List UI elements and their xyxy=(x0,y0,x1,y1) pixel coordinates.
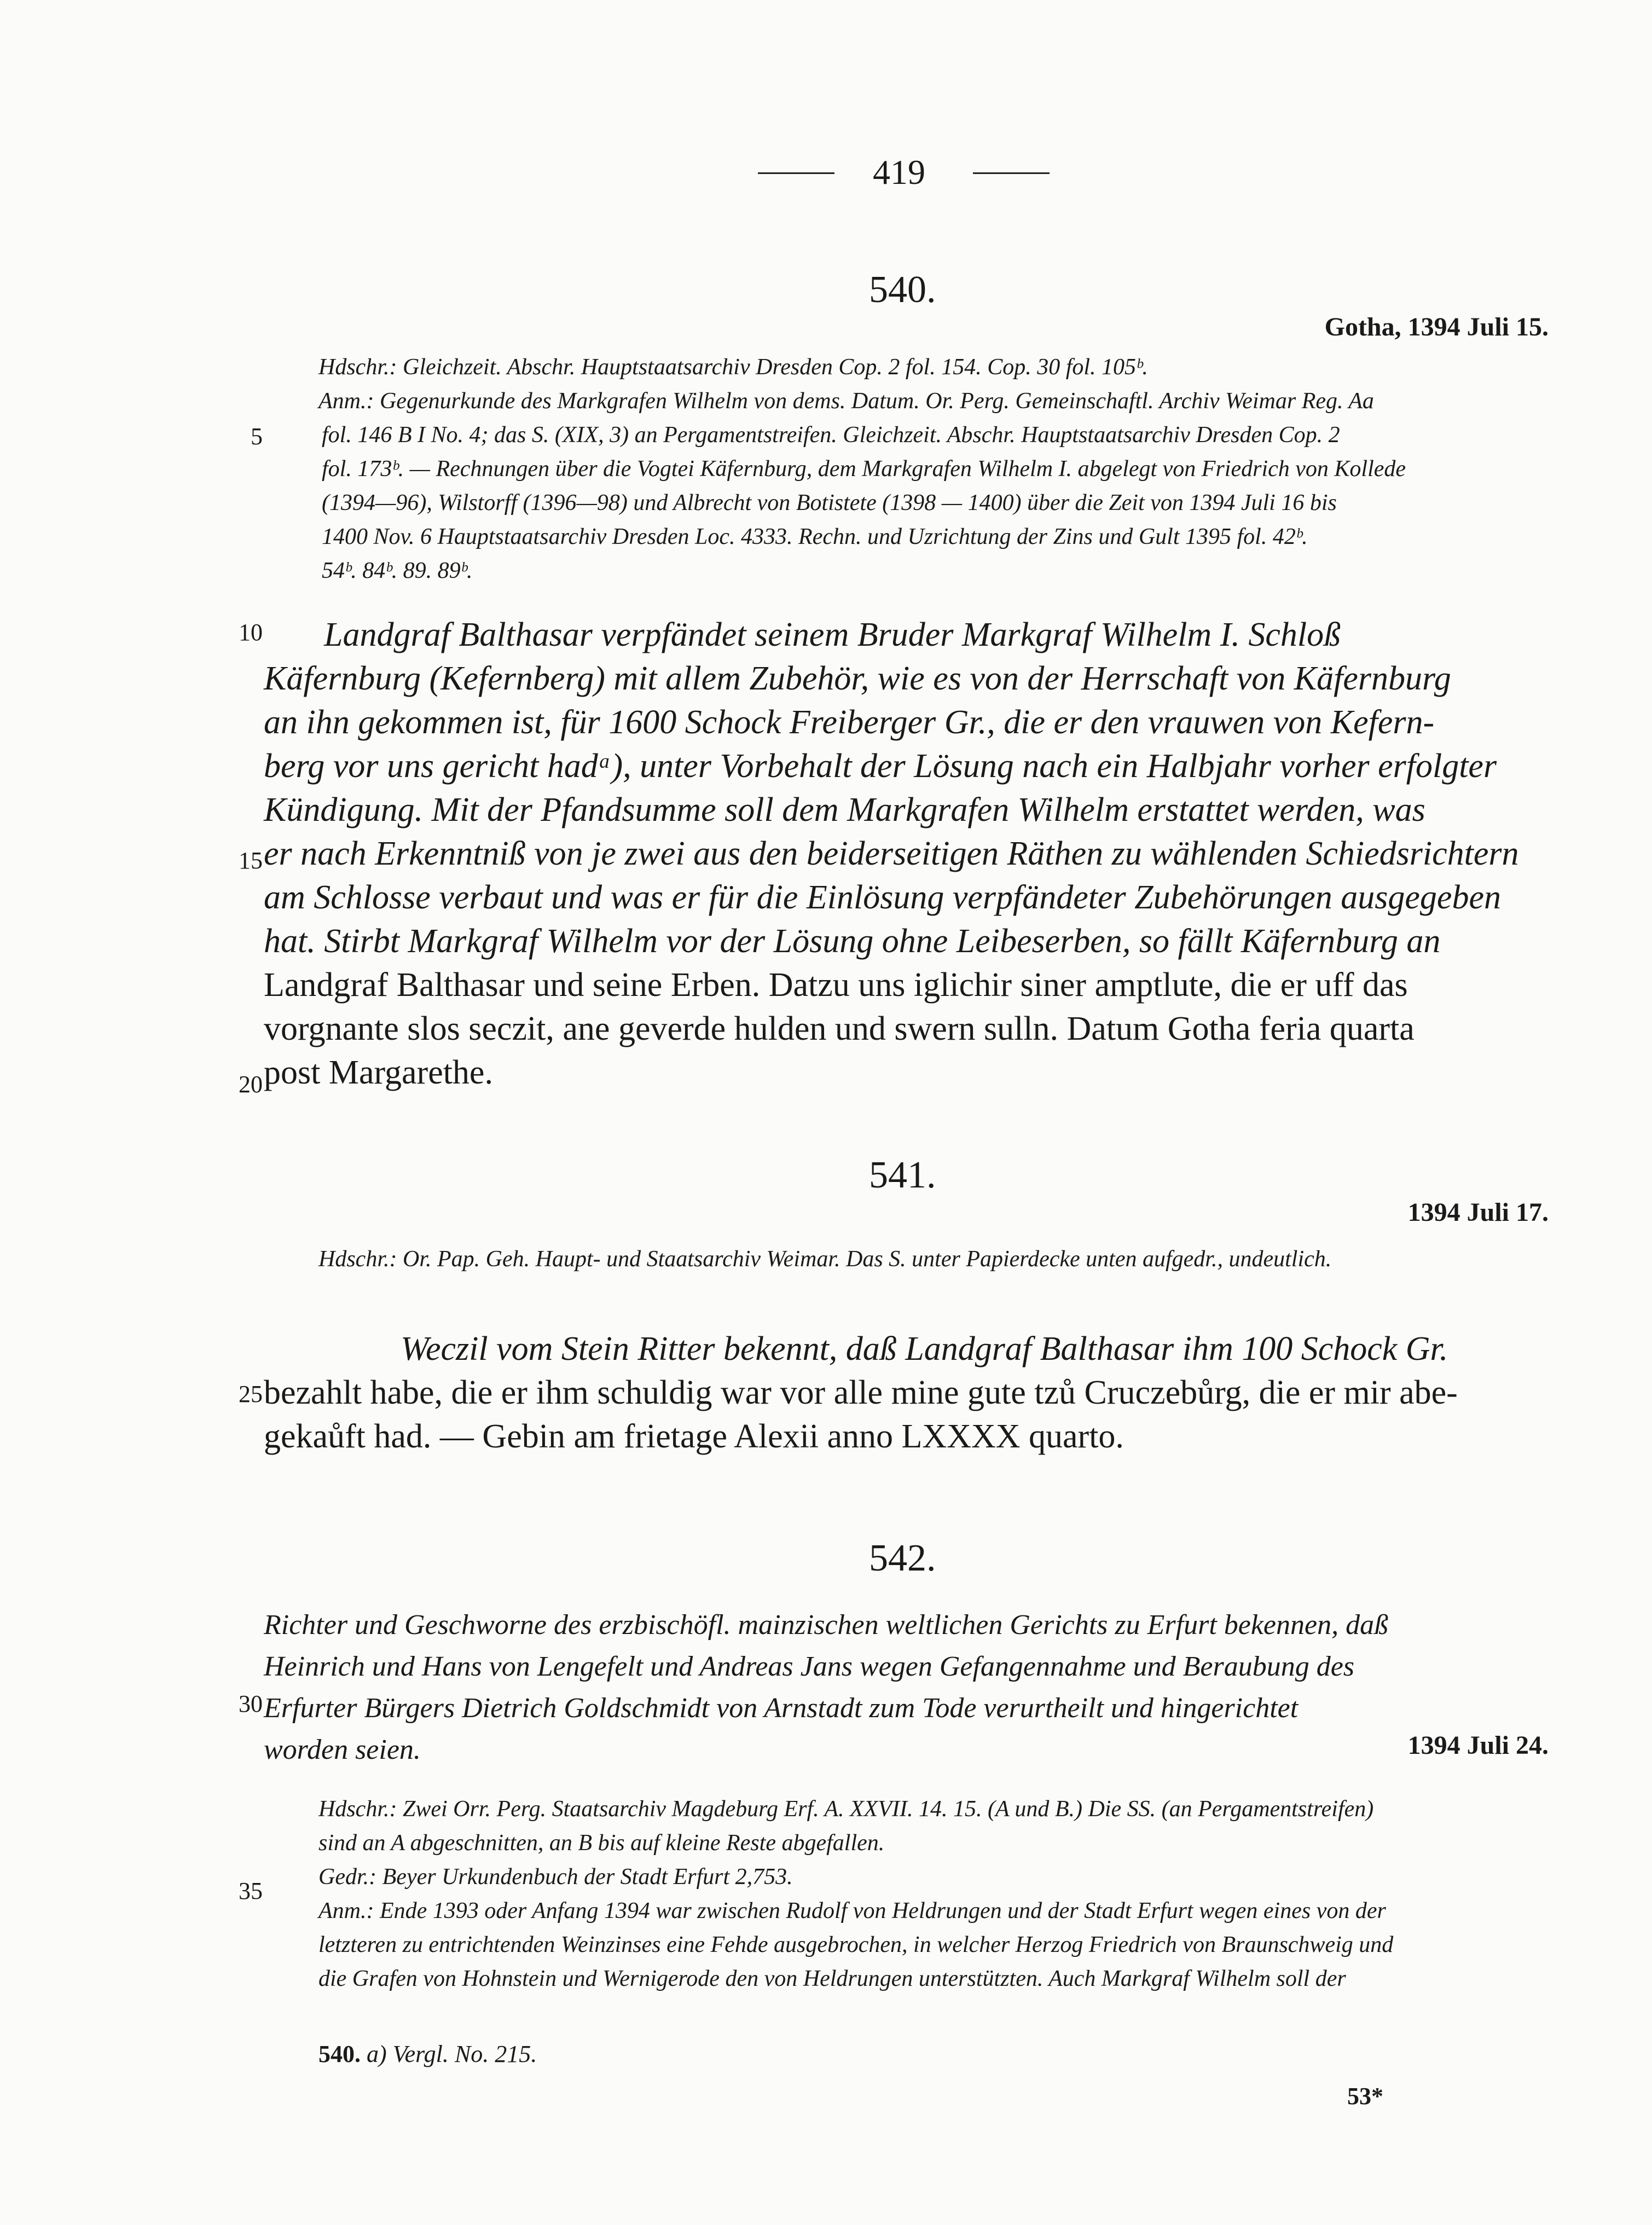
doc-542-regest-line: Richter und Geschworne des erzbischöfl. mainzischen weltlichen Gerichts zu Erfurt bekennen, daß xyxy=(264,1609,1389,1641)
doc-540-text-line: vorgnante slos seczit, ane geverde hulden und swern sulln. Datum Gotha feria quarta xyxy=(264,1010,1415,1047)
line-number-20: 20 xyxy=(239,1071,263,1098)
doc-540-text-line: hat. Stirbt Markgraf Wilhelm vor der Lösung ohne Leibeserben, so fällt Käfernburg an xyxy=(264,923,1441,960)
doc-542-number: 542. xyxy=(869,1537,936,1579)
doc-540-anm-line: (1394—96), Wilstorff (1396—98) und Albrecht von Botistete (1398 — 1400) über die Zeit von 1394 Juli 16 bis xyxy=(322,490,1337,515)
doc-541-text-line: Weczil vom Stein Ritter bekennt, daß Landgraf Balthasar ihm 100 Schock Gr. xyxy=(401,1330,1448,1368)
header-rule-right xyxy=(973,172,1050,174)
doc-542-note-line: Anm.: Ende 1393 oder Anfang 1394 war zwischen Rudolf von Heldrungen und der Stadt Erfurt wegen eines von der xyxy=(318,1898,1386,1923)
doc-540-text-line: er nach Erkenntniß von je zwei aus den beiderseitigen Räthen zu wählenden Schiedsrichtern xyxy=(264,835,1519,872)
doc-541-number: 541. xyxy=(869,1154,936,1196)
doc-540-text-line: Kündigung. Mit der Pfandsumme soll dem Markgrafen Wilhelm erstattet werden, was xyxy=(264,791,1425,828)
doc-540-apparatus xyxy=(318,350,1550,588)
line-number-15: 15 xyxy=(239,847,263,874)
doc-540-anm-line: 54ᵇ. 84ᵇ. 89. 89ᵇ. xyxy=(322,558,473,583)
doc-541-date: 1394 Juli 17. xyxy=(1407,1198,1549,1227)
doc-542-date: 1394 Juli 24. xyxy=(1407,1731,1549,1760)
doc-540-text-line: Käfernburg (Kefernberg) mit allem Zubehör, wie es von der Herrschaft von Käfernburg xyxy=(264,660,1451,697)
doc-540-text-line: Landgraf Balthasar und seine Erben. Datzu uns iglichir siner amptlute, die er uff das xyxy=(264,966,1408,1004)
doc-541-text-line: bezahlt habe, die er ihm schuldig war vor alle mine gute tzů Cruczebůrg, die er mir abe- xyxy=(264,1374,1458,1411)
doc-540-text-line: an ihn gekommen ist, für 1600 Schock Freiberger Gr., die er den vrauwen von Kefern- xyxy=(264,704,1435,741)
footnote-text: a) Vergl. No. 215. xyxy=(367,2041,537,2067)
line-number-5: 5 xyxy=(251,423,263,450)
footnote xyxy=(318,2040,537,2068)
header-rule-left xyxy=(758,172,834,174)
doc-540-date: Gotha, 1394 Juli 15. xyxy=(1324,312,1549,341)
doc-542-note-line: Gedr.: Beyer Urkundenbuch der Stadt Erfurt 2,753. xyxy=(318,1864,793,1890)
doc-540-anm-line: 1400 Nov. 6 Hauptstaatsarchiv Dresden Loc. 4333. Rechn. und Uzrichtung der Zins und Gult 1395 fol. 42ᵇ. xyxy=(322,524,1308,549)
doc-541-text-line: gekaůft had. — Gebin am frietage Alexii anno LXXXX quarto. xyxy=(264,1418,1124,1455)
doc-540-text-line: Landgraf Balthasar verpfändet seinem Bruder Markgraf Wilhelm I. Schloß xyxy=(324,616,1341,653)
doc-542-regest-line: Heinrich und Hans von Lengefelt und Andreas Jans wegen Gefangennahme und Beraubung des xyxy=(264,1651,1355,1682)
page-number: 419 xyxy=(873,153,925,192)
doc-540-anm-line: fol. 146 B I No. 4; das S. (XIX, 3) an Pergamentstreifen. Gleichzeit. Abschr. Hauptstaatsarchiv Dresden Cop. 2 xyxy=(322,422,1340,448)
doc-540-hdschr: Hdschr.: Gleichzeit. Abschr. Hauptstaatsarchiv Dresden Cop. 2 fol. 154. Cop. 30 fol. 105ᵇ. xyxy=(318,355,1148,380)
doc-540-text-line: am Schlosse verbaut und was er für die Einlösung verpfändeter Zubehörungen ausgegeben xyxy=(264,879,1501,916)
footnote-ref: 540. xyxy=(318,2041,361,2067)
doc-540-text-line: post Margarethe. xyxy=(264,1054,493,1091)
doc-540-anm-line: fol. 173ᵇ. — Rechnungen über die Vogtei Käfernburg, dem Markgrafen Wilhelm I. abgelegt von Friedrich von Kollede xyxy=(322,456,1406,482)
doc-542-note-line: die Grafen von Hohnstein und Wernigerode den von Heldrungen unterstützten. Auch Markgraf Wilhelm soll der xyxy=(318,1966,1346,1991)
sheet-signature: 53* xyxy=(1347,2083,1383,2110)
doc-540-number: 540. xyxy=(869,269,936,311)
doc-542-notes xyxy=(318,1792,1550,1996)
line-number-35: 35 xyxy=(239,1878,263,1904)
doc-542-note-line: Hdschr.: Zwei Orr. Perg. Staatsarchiv Magdeburg Erf. A. XXVII. 14. 15. (A und B.) Die SS. (an Pergamentstreifen) xyxy=(318,1797,1374,1822)
doc-542-note-line: sind an A abgeschnitten, an B bis auf kleine Reste abgefallen. xyxy=(318,1830,885,1856)
doc-540-text-line: berg vor uns gericht hadᵃ), unter Vorbehalt der Lösung nach ein Halbjahr vorher erfolgter xyxy=(264,748,1497,785)
doc-542-note-line: letzteren zu entrichtenden Weinzinses eine Fehde ausgebrochen, in welcher Herzog Friedrich von Braunschweig und xyxy=(318,1932,1394,1957)
doc-542-regest-line: Erfurter Bürgers Dietrich Goldschmidt von Arnstadt zum Tode verurtheilt und hingerichtet xyxy=(264,1693,1299,1724)
doc-540-text xyxy=(264,613,1550,1094)
line-number-25: 25 xyxy=(239,1381,263,1407)
line-number-30: 30 xyxy=(239,1690,263,1717)
doc-540-anm-line: Anm.: Gegenurkunde des Markgrafen Wilhelm von dems. Datum. Or. Perg. Gemeinschaftl. Archiv Weimar Reg. Aa xyxy=(318,389,1374,414)
line-number-10: 10 xyxy=(239,619,263,646)
doc-541-hdschr: Hdschr.: Or. Pap. Geh. Haupt- und Staatsarchiv Weimar. Das S. unter Papierdecke unten aufgedr., undeutlich. xyxy=(318,1247,1332,1272)
doc-542-regest-line: worden seien. xyxy=(264,1734,421,1765)
doc-541-text xyxy=(264,1327,1550,1458)
